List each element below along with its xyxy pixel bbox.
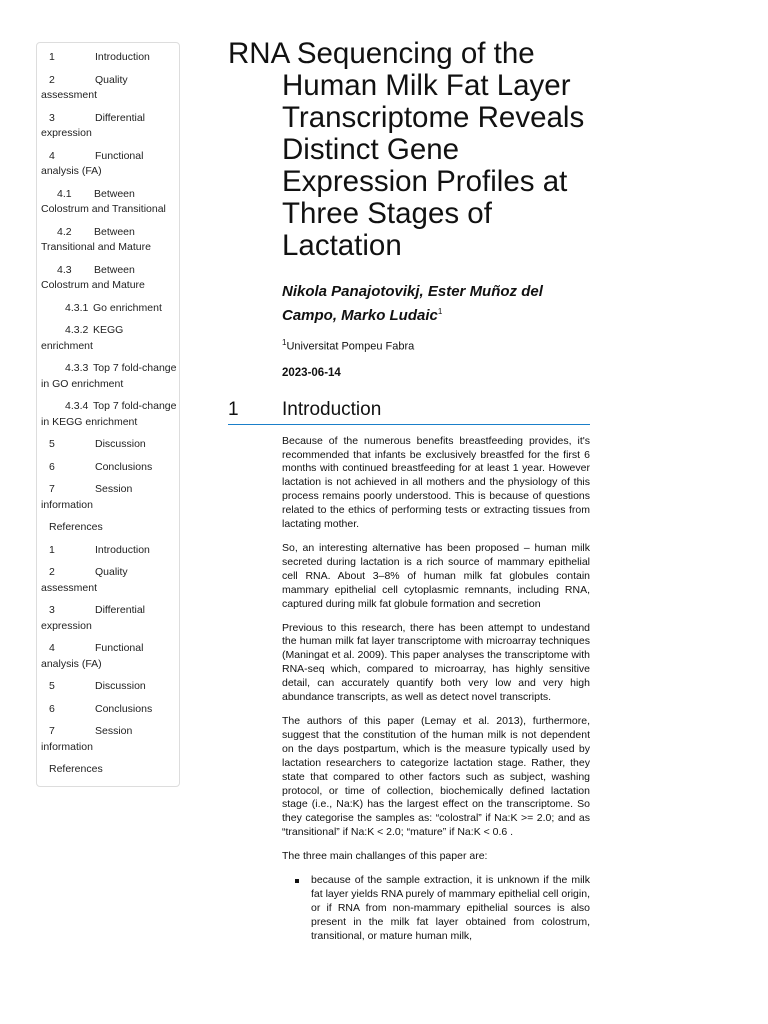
toc-item-label: Session information (41, 725, 133, 753)
paragraph: Because of the numerous benefits breastfeeding provides, it's recommended that infants be exclusively breastfed for the first 6 months with continued breastfeeding for at least 1 year. However lactation is not achieved in all mothers and the physiology of this process remains poorly understood. This is because of questions related to the ethics of performing tests or extracting tissues from lactating mother. (282, 434, 590, 531)
toc-item-number: 5 (49, 680, 55, 692)
toc-item-number: 3 (49, 604, 55, 616)
paragraph: The authors of this paper (Lemay et al. 2013), furthermore, suggest that the constitution of the human milk is not dependent on the days postpartum, which is the measure typically used by lactation researchers to categorize lactation stage. Rather, they state that compared to other factors such as subject, washing protocol, or time of collection, biochemically defined lactation stage (i.e., Na:K) has the largest effect on the transcriptome. So they categorise the samples as: “colostral” if Na:K >= 2.0; and as “transitional” if Na:K < 2.0; “mature” if Na:K < 0.6 . (282, 714, 590, 839)
toc-item-discussion[interactable] (37, 434, 179, 457)
toc-item-label: Introduction (95, 543, 150, 556)
toc-item-label: Top 7 fold-change in GO enrichment (41, 362, 177, 390)
affiliation (282, 336, 590, 354)
toc-item-label: References (49, 521, 103, 533)
toc-item-label: Session information (41, 483, 133, 511)
toc-item-differential-expression[interactable] (37, 108, 179, 146)
toc-item-number: 4.2 (57, 225, 72, 238)
toc-item-conclusions[interactable] (37, 457, 179, 480)
affiliation-text: Universitat Pompeu Fabra (286, 340, 415, 353)
paragraph: The three main challanges of this paper are: (282, 850, 488, 863)
toc-item-discussion[interactable] (37, 676, 179, 699)
toc-item-label: Introduction (95, 51, 150, 63)
toc-item-number: 4.3.4 (65, 400, 89, 412)
toc-item-number: 2 (49, 566, 55, 578)
list-item (311, 874, 590, 944)
toc-item-label: Between Colostrum and Mature (41, 263, 145, 291)
toc-item-number: 1 (49, 51, 55, 63)
toc-item-references[interactable] (37, 759, 179, 782)
toc-item-label: Discussion (95, 438, 146, 450)
list-item-text: because of the sample extraction, it is unknown if the milk fat layer yields RNA purely of mammary epithelial cell origin, or if RNA from non-mammary epithelial sources is also present in the milk fat layer obtained from colostrum, transitional, or mature human milk, (311, 874, 590, 942)
toc-item-go-enrichment[interactable] (37, 298, 179, 321)
toc-item-differential-expression[interactable] (37, 600, 179, 638)
paragraph: So, an interesting alternative has been proposed – human milk secreted during lactation is a rich source of mammary epithelial cell RNA. About 3–8% of human milk fat globules contain mammary epithelial cell cytoplasmic remnants, including RNA, captured during milk fat globule formation and secretion (282, 542, 590, 610)
toc-item-functional-analysis-fa[interactable] (37, 638, 179, 676)
toc-item-conclusions[interactable] (37, 699, 179, 722)
toc-item-quality-assessment[interactable] (37, 70, 179, 108)
toc-item-number: 6 (49, 702, 55, 715)
section-number: 1 (228, 398, 239, 420)
toc-item-number: 4.3.1 (65, 301, 89, 314)
toc-item-top-7-fold-change-in-go-enrichment[interactable] (37, 358, 179, 396)
toc-item-label: Differential expression (41, 604, 145, 632)
author-list (282, 282, 590, 326)
toc-item-label: Functional analysis (FA) (41, 642, 144, 670)
affiliation-marker: 1 (282, 338, 287, 347)
toc-item-number: 1 (49, 543, 55, 556)
toc-item-number: 4 (49, 642, 55, 654)
toc-item-label: Between Transitional and Mature (41, 225, 151, 253)
toc-item-label: Conclusions (95, 702, 153, 715)
toc-item-number: 5 (49, 438, 55, 450)
toc-item-label: Functional analysis (FA) (41, 149, 144, 177)
challenge-list (282, 874, 590, 944)
toc-item-between-transitional-and-mature[interactable] (37, 222, 179, 260)
toc-item-label: Differential expression (41, 111, 145, 139)
toc-item-introduction[interactable] (37, 47, 179, 70)
bullet-icon (295, 879, 299, 883)
toc-item-top-7-fold-change-in-kegg-enrichment[interactable] (37, 396, 179, 434)
toc-item-label: Go enrichment (93, 301, 162, 314)
toc-item-number: 4.3.3 (65, 362, 89, 374)
toc-item-label: Discussion (95, 680, 146, 692)
toc-item-number: 2 (49, 73, 55, 86)
toc-item-number: 4.3 (57, 263, 72, 276)
authors-text: Nikola Panajotovikj, Ester Muñoz del Campo, Marko Ludaic (282, 283, 543, 324)
toc-item-number: 6 (49, 460, 55, 473)
toc-item-number: 7 (49, 725, 55, 737)
paper-title: RNA Sequencing of the Human Milk Fat Layer Transcriptome Reveals Distinct Gene Expression Profiles at Three Stages of Lactation (228, 37, 585, 262)
toc-item-label: Quality assessment (41, 73, 128, 101)
toc-item-label: Quality assessment (41, 566, 128, 594)
toc-item-label: Between Colostrum and Transitional (41, 187, 166, 215)
toc-item-session-information[interactable] (37, 721, 179, 759)
publication-date: 2023-06-14 (282, 366, 341, 379)
toc-item-functional-analysis-fa[interactable] (37, 146, 179, 184)
section-heading-introduction (228, 398, 590, 425)
toc-item-kegg-enrichment[interactable] (37, 320, 179, 358)
author-affiliation-marker: 1 (437, 307, 443, 316)
toc-item-references[interactable] (37, 517, 179, 540)
toc-item-number: 4.1 (57, 187, 72, 200)
section-title: Introduction (282, 398, 382, 420)
toc-item-number: 4.3.2 (65, 324, 89, 336)
toc-item-between-colostrum-and-transitional[interactable] (37, 184, 179, 222)
toc-item-label: Top 7 fold-change in KEGG enrichment (41, 400, 177, 428)
toc-item-introduction[interactable] (37, 540, 179, 563)
toc-item-quality-assessment[interactable] (37, 562, 179, 600)
article (228, 38, 590, 944)
toc-item-number: 4 (49, 149, 55, 162)
toc-item-label: KEGG enrichment (41, 324, 124, 352)
toc-item-session-information[interactable] (37, 479, 179, 517)
paragraph: Previous to this research, there has been attempt to undestand the human milk fat layer transcriptome with microarray techniques (Maningat et al. 2009). This paper analyses the transcriptome with RNA-seq which, compared to microarray, has highly sensitive detail, can accurately quantify both very low and very high abundance transcripts, as well as detect novel transcripts. (282, 621, 590, 704)
toc-item-label: Conclusions (95, 460, 153, 473)
toc-item-number: 3 (49, 111, 55, 124)
toc-item-label: References (49, 763, 103, 775)
section-body (282, 435, 590, 944)
toc-item-between-colostrum-and-mature[interactable] (37, 260, 179, 298)
table-of-contents (36, 42, 180, 787)
toc-item-number: 7 (49, 483, 55, 495)
